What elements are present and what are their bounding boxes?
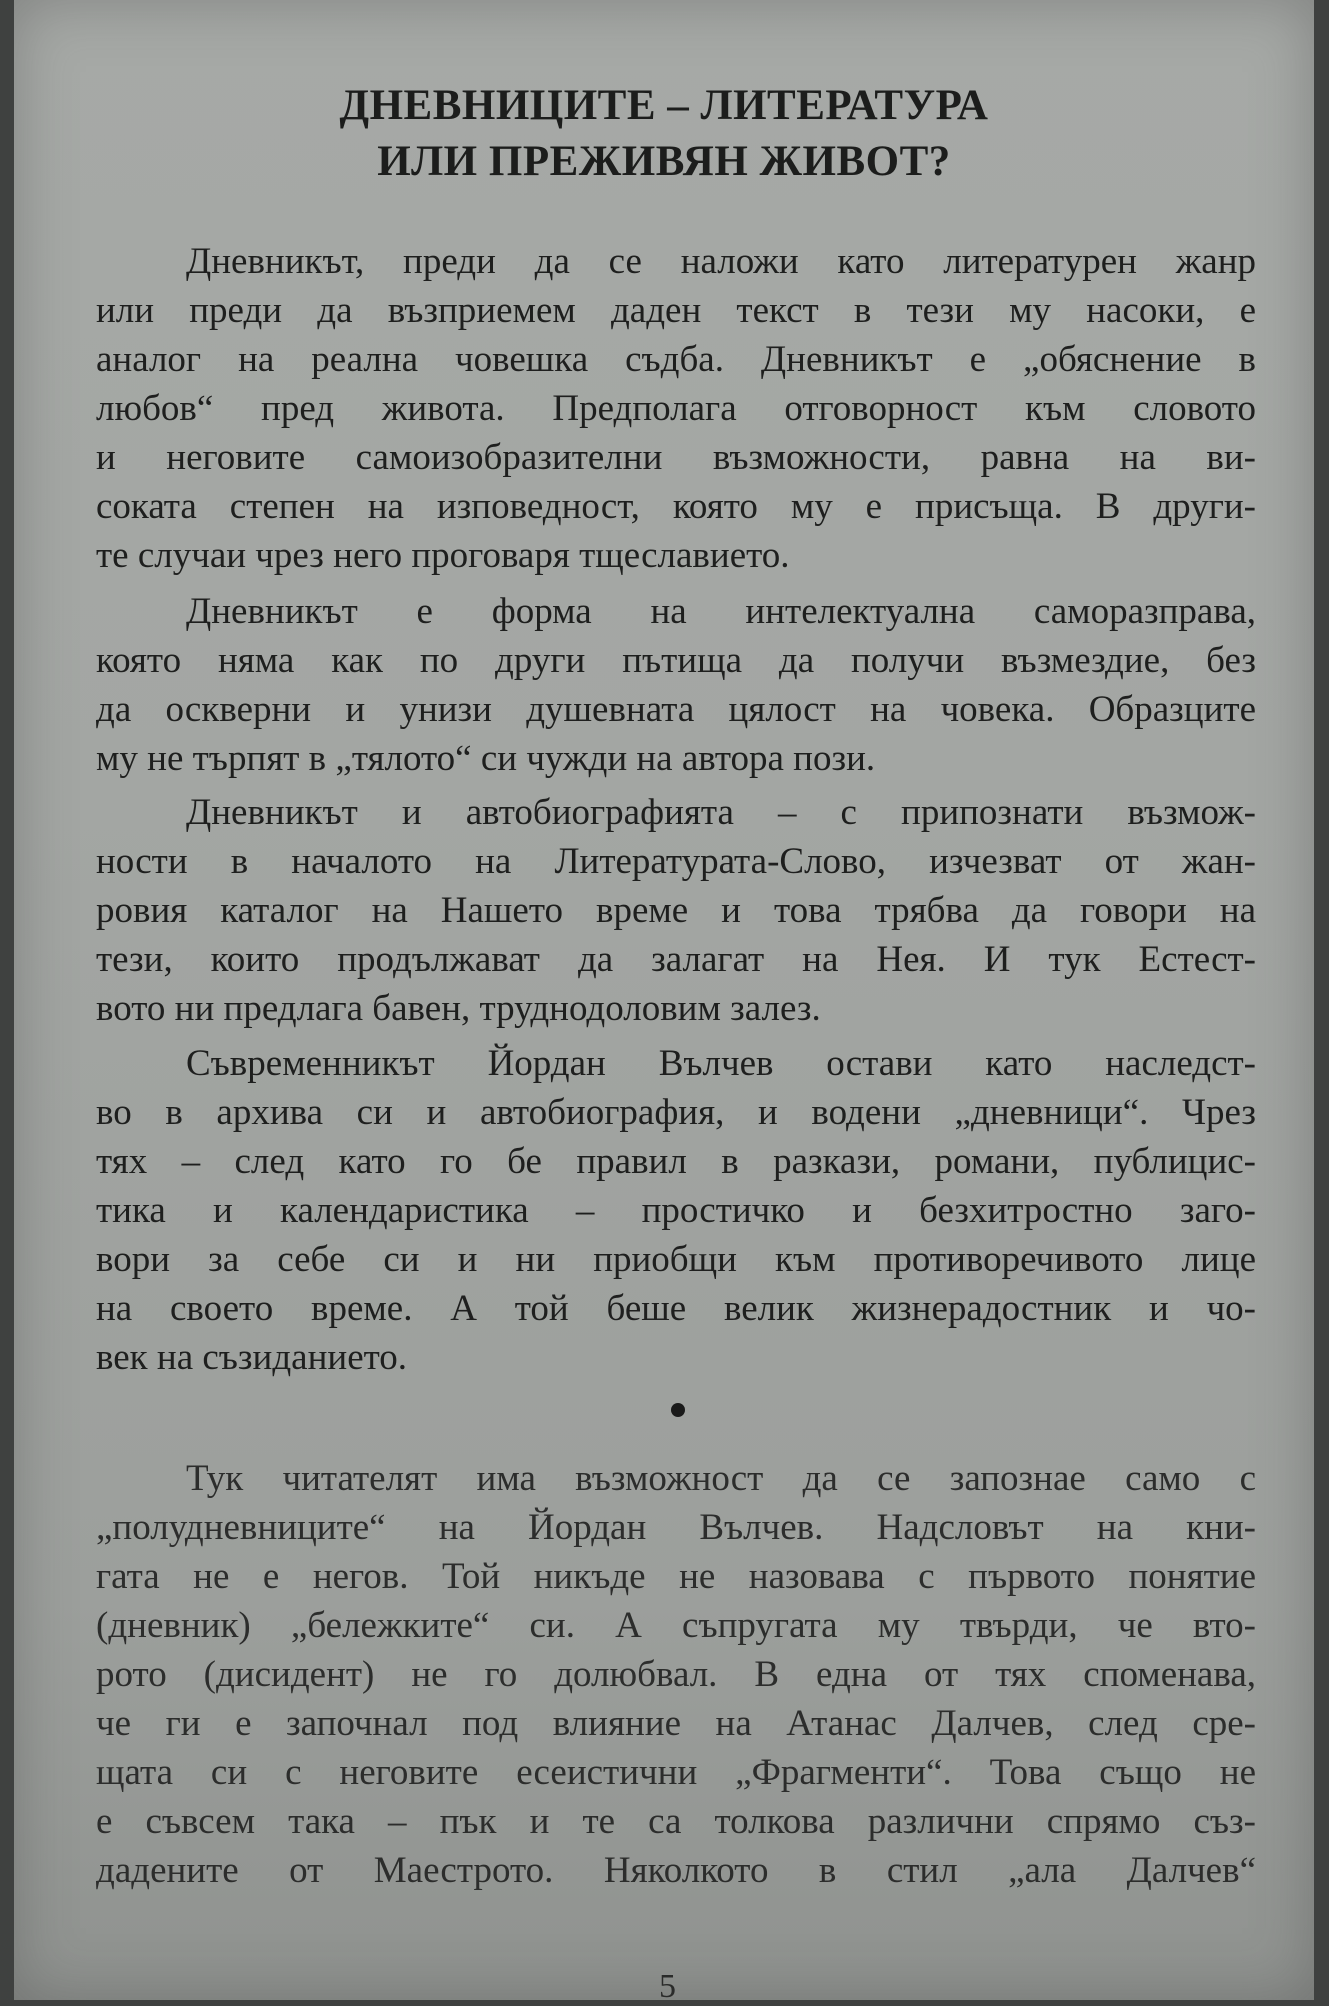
text-line: че ги е започнал под влияние на Атанас Далчев, след сре- (96, 1703, 1256, 1744)
text-line: е съвсем така – пък и те са толкова различни спрямо съз- (96, 1801, 1256, 1842)
text-line: во в архива си и автобиография, и водени „дневници“. Чрез (96, 1092, 1256, 1133)
text-line: аналог на реална човешка съдба. Дневникът е „обяснение в (96, 339, 1256, 380)
text-line: тях – след като го бе правил в разкази, романи, публицис- (96, 1141, 1256, 1182)
text-line: му не търпят в „тялото“ си чужди на автора пози. (96, 738, 876, 779)
text-line: „полудневниците“ на Йордан Вълчев. Надсловът на кни- (96, 1507, 1256, 1548)
text-line: те случаи чрез него проговаря тщеславието. (96, 535, 790, 576)
book-page (14, 0, 1314, 2005)
text-line: която няма как по други пътища да получи възмездие, без (96, 640, 1256, 681)
text-line: или преди да възприемем даден текст в тези му насоки, е (96, 290, 1256, 331)
text-line: Дневникът, преди да се наложи като литературен жанр (186, 241, 1256, 282)
section-separator-bullet (671, 1403, 685, 1417)
text-line: Дневникът е форма на интелектуална саморазправа, (186, 591, 1256, 632)
text-line: век на съзиданието. (96, 1337, 408, 1378)
text-line: на своето време. А той беше велик жизнерадостник и чо- (96, 1288, 1256, 1329)
text-line: Тук читателят има възможност да се запознае само с (186, 1458, 1256, 1499)
text-line: Съвременникът Йордан Вълчев остави като наследст- (186, 1043, 1256, 1084)
text-line: тика и календаристика – простичко и безхитростно заго- (96, 1190, 1256, 1231)
text-line: любов“ пред живота. Предполага отговорност към словото (96, 388, 1256, 429)
page-title-line-1: ДНЕВНИЦИТЕ – ЛИТЕРАТУРА (339, 82, 989, 129)
text-line: ности в началото на Литературата-Слово, изчезват от жан- (96, 841, 1256, 882)
page-title-line-2: ИЛИ ПРЕЖИВЯН ЖИВОТ? (377, 138, 951, 185)
text-line: щата си с неговите есеистични „Фрагменти“. Това също не (96, 1752, 1256, 1793)
text-line: рото (дисидент) не го долюбвал. В една от тях споменава, (96, 1654, 1256, 1695)
text-line: соката степен на изповедност, която му е присъща. В други- (96, 486, 1256, 527)
text-line: и неговите самоизобразителни възможности, равна на ви- (96, 437, 1256, 478)
text-line: да оскверни и унизи душевната цялост на човека. Образците (96, 689, 1256, 730)
text-line: вото ни предлага бавен, труднодоловим залез. (96, 988, 821, 1029)
text-line: Дневникът и автобиографията – с припознати възмож- (186, 792, 1256, 833)
text-line: (дневник) „бележките“ си. А съпругата му твърди, че вто- (96, 1605, 1256, 1646)
text-line: вори за себе си и ни приобщи към противоречивото лице (96, 1239, 1256, 1280)
text-line: тези, които продължават да залагат на Нея. И тук Естест- (96, 939, 1256, 980)
text-line: ровия каталог на Нашето време и това трябва да говори на (96, 890, 1256, 931)
text-line: дадените от Маестрото. Няколкото в стил „ала Далчев“ (96, 1850, 1256, 1891)
text-line: гата не е негов. Той никъде не назовава с първото понятие (96, 1556, 1256, 1597)
page-number: 5 (659, 1968, 676, 2005)
